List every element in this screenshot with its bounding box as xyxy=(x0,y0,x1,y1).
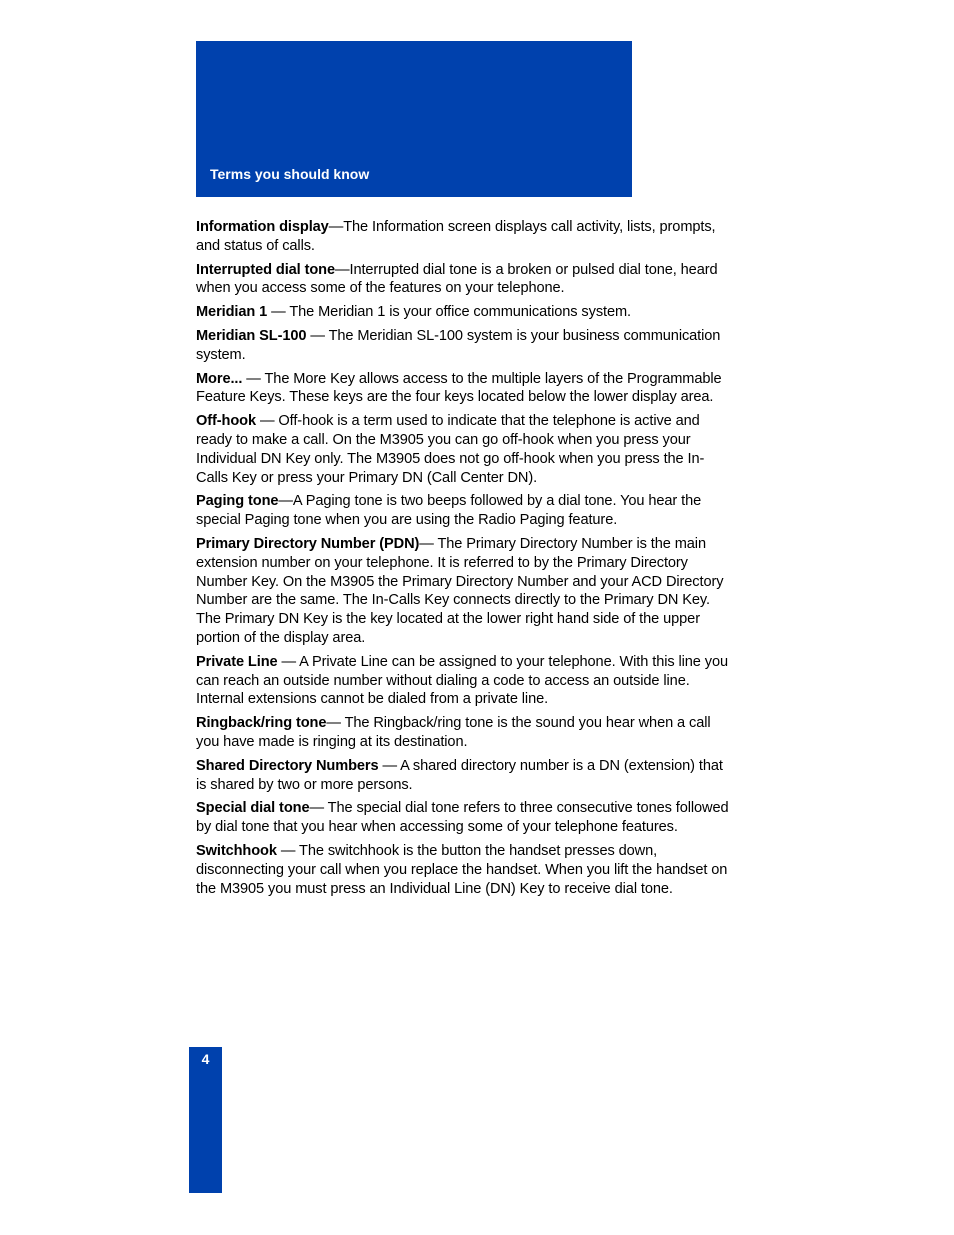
term-entry-special-dial-tone xyxy=(196,799,732,837)
term-entry-switchhook xyxy=(196,842,732,898)
term-name: Shared Directory Numbers xyxy=(196,757,379,774)
term-separator: — xyxy=(306,327,329,344)
term-separator: — xyxy=(256,413,279,430)
term-name: Primary Directory Number (PDN) xyxy=(196,535,420,552)
term-name: Special dial tone xyxy=(196,800,310,817)
term-separator: — xyxy=(419,535,438,552)
term-separator: — xyxy=(378,757,401,774)
term-definition: The Meridian SL-100 system is your business communication system. xyxy=(196,327,721,363)
term-definition: Off-hook is a term used to indicate that the telephone is active and ready to make a call. On the M3905 you can go off-hook when you press your Individual DN Key only. The M3905 does not go off-hook when you press the In-Calls Key or press your Primary DN (Call Center DN). xyxy=(196,413,705,486)
term-entry-meridian-1 xyxy=(196,303,732,322)
term-definition: A shared directory number is a DN (extension) that is shared by two or more persons. xyxy=(196,757,723,793)
term-name: Private Line xyxy=(196,653,278,670)
term-separator: — xyxy=(267,304,290,321)
chapter-title: Terms you should know xyxy=(210,166,370,182)
term-definition: The Information screen displays call activity, lists, prompts, and status of calls. xyxy=(196,219,716,254)
term-entry-paging-tone xyxy=(196,492,732,530)
page-number: 4 xyxy=(201,1051,210,1067)
term-name: Information display xyxy=(196,219,329,235)
term-entry-primary-directory-number xyxy=(196,535,732,648)
term-name: Interrupted dial tone xyxy=(196,261,335,278)
term-definition: The Primary Directory Number is the main extension number on your telephone. It is referred to by the Primary Directory Number Key. On the M3905 the Primary Directory Number and your ACD Directory Number are the same. The In-Calls Key connects directly to the Primary DN Key. The Primary DN Key is the key located at the lower right hand side of the upper portion of the display area. xyxy=(196,535,724,646)
term-name: Meridian 1 xyxy=(196,304,268,321)
term-entry-private-line xyxy=(196,653,732,709)
term-separator: — xyxy=(328,219,344,235)
term-entry-ringback-ring-tone xyxy=(196,714,732,752)
term-definition: A Paging tone is two beeps followed by a dial tone. You hear the special Paging tone when you are using the Radio Paging feature. xyxy=(196,493,702,529)
term-definition: The special dial tone refers to three consecutive tones followed by dial tone that you hear when accessing some of your telephone features. xyxy=(196,800,729,836)
term-name: Meridian SL-100 xyxy=(196,327,307,344)
term-definition: Interrupted dial tone is a broken or pulsed dial tone, heard when you access some of the features on your telephone. xyxy=(196,261,718,297)
term-definition: A Private Line can be assigned to your telephone. With this line you can reach an outside number without dialing a code to access an outside line. Internal extensions cannot be dialed from a private line. xyxy=(196,653,729,708)
term-entry-interrupted-dial-tone xyxy=(196,261,732,299)
term-entry-shared-directory-numbers xyxy=(196,757,732,795)
term-separator: — xyxy=(278,493,293,510)
term-separator: — xyxy=(276,842,300,859)
term-definition: The Meridian 1 is your office communications system. xyxy=(289,304,632,321)
term-name: Ringback/ring tone xyxy=(196,715,327,732)
term-separator: — xyxy=(277,653,300,670)
chapter-header-band xyxy=(196,41,632,197)
term-name: Switchhook xyxy=(196,842,277,859)
term-name: Paging tone xyxy=(196,493,279,510)
page-number-tab xyxy=(189,1047,222,1193)
term-entry-more xyxy=(196,370,732,408)
term-entry-meridian-sl-100 xyxy=(196,327,732,365)
term-separator: — xyxy=(242,370,265,387)
term-definition: The switchhook is the button the handset presses down, disconnecting your call when you replace the handset. When you lift the handset on the M3905 you must press an Individual Line (DN) Key to receive dial tone. xyxy=(196,842,728,897)
term-entry-off-hook xyxy=(196,412,732,487)
term-entry-information-display xyxy=(196,218,732,256)
term-definition: The More Key allows access to the multiple layers of the Programmable Feature Keys. These keys are the four keys located below the lower display area. xyxy=(196,370,722,406)
term-name: Off-hook xyxy=(196,413,256,430)
term-definition: The Ringback/ring tone is the sound you hear when a call you have made is ringing at its destination. xyxy=(196,715,711,750)
term-separator: — xyxy=(309,800,328,817)
term-separator: — xyxy=(326,715,345,732)
terms-list xyxy=(196,218,732,903)
term-separator: — xyxy=(334,261,350,278)
term-name: More... xyxy=(196,370,243,387)
